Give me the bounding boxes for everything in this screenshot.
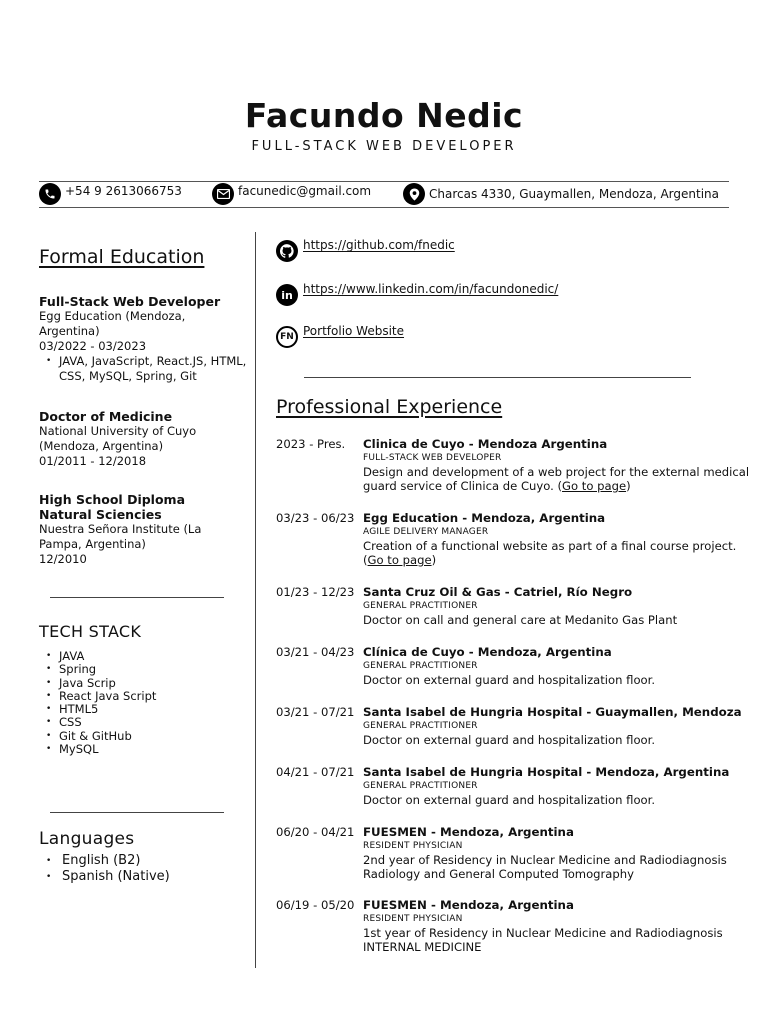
contact-bottom-divider (39, 207, 729, 208)
linkedin-link[interactable] (276, 284, 558, 306)
go-to-page-link[interactable]: Go to page (562, 479, 627, 493)
experience-heading: Professional Experience (276, 396, 503, 418)
education-institution: National University of Cuyo (Mendoza, Argentina) (39, 424, 197, 453)
job-dates: 06/19 - 05/20 (276, 898, 355, 912)
job-role: GENERAL PRACTITIONER (363, 661, 478, 671)
education-entry (39, 409, 251, 469)
education-entry (39, 492, 251, 567)
education-details: • JAVA, JavaScript, React.JS, HTML, CSS, MySQL, Spring, Git (39, 354, 251, 384)
tech-item: • MySQL (39, 743, 251, 756)
education-institution: Nuestra Señora Institute (La Pampa, Argentina) (39, 522, 202, 551)
tech-stack-section (39, 624, 251, 756)
tech-item: • CSS (39, 716, 251, 729)
job-role: GENERAL PRACTITIONER (363, 601, 478, 611)
tech-item: • JAVA (39, 650, 251, 663)
github-url[interactable]: https://github.com/fnedic (303, 238, 455, 252)
language-item: • English (B2) (39, 853, 251, 869)
tech-item: • Spring (39, 663, 251, 676)
job-role: AGILE DELIVERY MANAGER (363, 527, 489, 537)
portfolio-url[interactable]: Portfolio Website (303, 324, 405, 338)
tech-item: • Git & GitHub (39, 730, 251, 743)
github-link[interactable] (276, 240, 455, 262)
education-title: Full-Stack Web Developer (39, 294, 221, 309)
tech-stack-heading: TECH STACK (39, 622, 142, 641)
job-description: Doctor on external guard and hospitalization floor. (363, 673, 656, 687)
job-dates: 2023 - Pres. (276, 437, 346, 451)
contact-phone[interactable] (39, 183, 182, 205)
left-divider-2 (50, 812, 224, 813)
right-divider (304, 377, 691, 378)
job-company: Egg Education - Mendoza, Argentina (363, 511, 606, 525)
linkedin-icon: in (276, 284, 298, 306)
education-heading: Formal Education (39, 246, 205, 268)
job-role: RESIDENT PHYSICIAN (363, 841, 463, 851)
contact-email[interactable] (212, 183, 371, 205)
education-dates: 12/2010 (39, 552, 87, 566)
phone-text: +54 9 2613066753 (65, 184, 182, 198)
address-text: Charcas 4330, Guaymallen, Mendoza, Argentina (429, 187, 719, 201)
education-dates: 03/2022 - 03/2023 (39, 339, 147, 353)
contact-top-divider (39, 181, 729, 182)
linkedin-url[interactable]: https://www.linkedin.com/in/facundonedic/ (303, 282, 559, 296)
job-company: Clinica de Cuyo - Mendoza Argentina (363, 437, 608, 451)
job-description: Doctor on call and general care at Medanito Gas Plant (363, 613, 678, 627)
job-description-2: Radiology and General Computed Tomography (363, 867, 634, 881)
job-description: Design and development of a web project for the external medical guard service of Clinica de Cuyo. (Go to page) (363, 465, 750, 493)
job-role: FULL-STACK WEB DEVELOPER (363, 453, 502, 463)
job-description: Doctor on external guard and hospitalization floor. (363, 733, 656, 747)
job-dates: 03/21 - 07/21 (276, 705, 355, 719)
job-description: 2nd year of Residency in Nuclear Medicine and Radiodiagnosis (363, 853, 727, 867)
tech-item: • HTML5 (39, 703, 251, 716)
job-dates: 04/21 - 07/21 (276, 765, 355, 779)
job-company: Santa Cruz Oil & Gas - Catriel, Río Negro (363, 585, 633, 599)
column-divider (255, 232, 256, 968)
email-text: facunedic@gmail.com (238, 184, 372, 198)
tech-item: • React Java Script (39, 690, 251, 703)
job-role: GENERAL PRACTITIONER (363, 781, 478, 791)
languages-heading: Languages (39, 829, 135, 849)
job-description-2: INTERNAL MEDICINE (363, 940, 482, 954)
job-role: GENERAL PRACTITIONER (363, 721, 478, 731)
location-pin-icon (403, 183, 425, 205)
education-section (39, 246, 251, 268)
education-entry (39, 294, 251, 384)
job-company: Santa Isabel de Hungria Hospital - Guaymallen, Mendoza (363, 705, 742, 719)
job-company: Santa Isabel de Hungria Hospital - Mendoza, Argentina (363, 765, 730, 779)
education-title: High School Diploma Natural Sciencies (39, 492, 186, 522)
left-divider-1 (50, 597, 224, 598)
education-institution: Egg Education (Mendoza, Argentina) (39, 309, 186, 338)
job-dates: 03/21 - 04/23 (276, 645, 355, 659)
resume-name: Facundo Nedic (244, 96, 524, 135)
phone-icon (39, 183, 61, 205)
job-dates: 06/20 - 04/21 (276, 825, 355, 839)
job-dates: 03/23 - 06/23 (276, 511, 355, 525)
portfolio-link[interactable] (276, 326, 404, 348)
job-company: FUESMEN - Mendoza, Argentina (363, 898, 574, 912)
tech-item: • Java Scrip (39, 677, 251, 690)
job-company: Clínica de Cuyo - Mendoza, Argentina (363, 645, 612, 659)
job-description: 1st year of Residency in Nuclear Medicine and Radiodiagnosis (363, 926, 723, 940)
languages-section (39, 829, 251, 885)
job-description: Creation of a functional website as part of a final course project. (Go to page) (363, 539, 737, 567)
education-dates: 01/2011 - 12/2018 (39, 454, 147, 468)
fn-logo-icon: FN (276, 326, 298, 348)
contact-address (403, 183, 719, 205)
resume-title: FULL-STACK WEB DEVELOPER (251, 139, 517, 154)
education-title: Doctor of Medicine (39, 409, 173, 424)
github-icon (276, 240, 298, 262)
job-dates: 01/23 - 12/23 (276, 585, 355, 599)
job-company: FUESMEN - Mendoza, Argentina (363, 825, 574, 839)
go-to-page-link[interactable]: Go to page (367, 553, 432, 567)
language-item: • Spanish (Native) (39, 869, 251, 885)
job-role: RESIDENT PHYSICIAN (363, 914, 463, 924)
mail-icon (212, 183, 234, 205)
job-description: Doctor on external guard and hospitalization floor. (363, 793, 656, 807)
